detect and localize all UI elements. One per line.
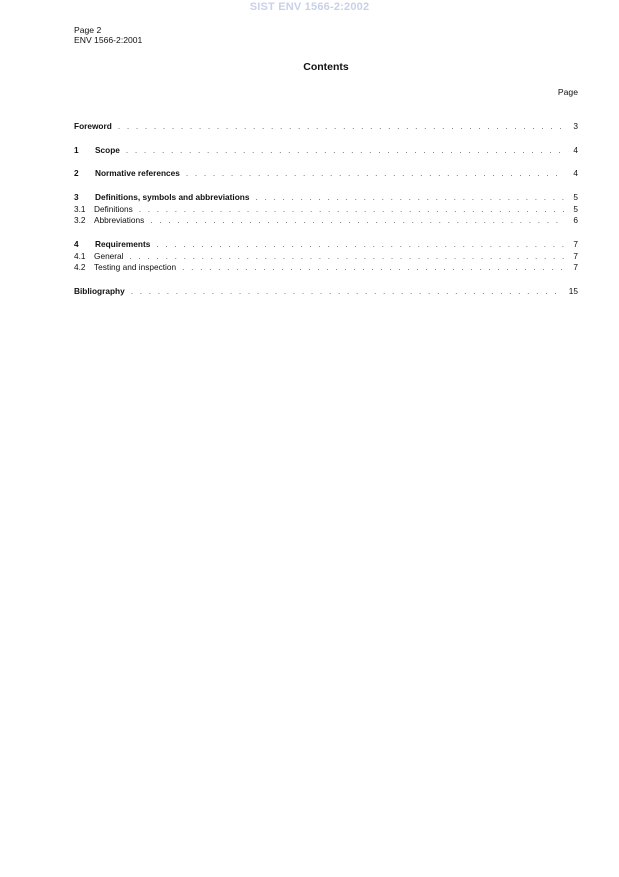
toc-entry-title: Definitions [94, 204, 133, 214]
toc-entry-bibliography[interactable] [74, 286, 578, 297]
toc-entry-page: 4 [573, 168, 578, 178]
toc-entry-page: 3 [573, 121, 578, 131]
page-number-label: Page 2 [74, 25, 102, 35]
toc-entry-title: Scope [95, 145, 120, 155]
toc-entry-number: 4.1 [74, 251, 86, 261]
toc-leader-dots [150, 215, 564, 226]
watermark: SIST ENV 1566-2:2002 [249, 1, 370, 13]
toc-entry-title: Requirements [95, 239, 151, 249]
toc-entry-testing-and-inspection[interactable] [74, 262, 578, 273]
toc-entry-number: 4.2 [74, 262, 86, 272]
toc-leader-dots [156, 239, 564, 250]
toc-leader-dots [126, 145, 564, 156]
toc-entry-title: Bibliography [74, 286, 125, 296]
toc-entry-page: 6 [573, 215, 578, 225]
toc-entry-title: Testing and inspection [94, 262, 177, 272]
toc-entry-page: 5 [573, 204, 578, 214]
toc-entry-page: 15 [568, 286, 578, 296]
toc-entry-general[interactable] [74, 251, 578, 262]
toc-entry-number: 3.2 [74, 215, 86, 225]
toc-leader-dots [131, 286, 564, 297]
toc-entry-title: Foreword [74, 121, 112, 131]
toc-leader-dots [118, 121, 564, 132]
toc-entry-number: 3 [74, 192, 79, 202]
toc-leader-dots [186, 168, 564, 179]
toc-entry-title: Definitions, symbols and abbreviations [95, 192, 250, 202]
toc-entry-page: 5 [573, 192, 578, 202]
toc-entry-page: 7 [573, 239, 578, 249]
toc-entry-page: 7 [573, 251, 578, 261]
toc-entry-number: 1 [74, 145, 79, 155]
toc-entry-definitions-symbols-abbreviations[interactable] [74, 192, 578, 203]
toc-entry-title: General [94, 251, 124, 261]
toc-entry-number: 4 [74, 239, 79, 249]
toc-entry-page: 7 [573, 262, 578, 272]
toc-leader-dots [130, 251, 564, 262]
toc-entry-title: Normative references [95, 168, 180, 178]
page-column-label: Page [557, 87, 578, 97]
toc-entry-abbreviations[interactable] [74, 215, 578, 226]
page-header [74, 25, 142, 45]
toc-entry-page: 4 [573, 145, 578, 155]
toc-entry-definitions[interactable] [74, 204, 578, 215]
contents-title: Contents [303, 61, 349, 73]
toc-leader-dots [255, 192, 564, 203]
toc-leader-dots [182, 262, 564, 273]
toc-entry-requirements[interactable] [74, 239, 578, 250]
document-id: ENV 1566-2:2001 [74, 35, 143, 45]
toc-leader-dots [139, 204, 564, 215]
toc-entry-normative-references[interactable] [74, 168, 578, 179]
toc-entry-number: 3.1 [74, 204, 86, 214]
toc-entry-number: 2 [74, 168, 79, 178]
toc-entry-title: Abbreviations [94, 215, 145, 225]
toc-entry-foreword[interactable] [74, 121, 578, 132]
toc-entry-scope[interactable] [74, 145, 578, 156]
